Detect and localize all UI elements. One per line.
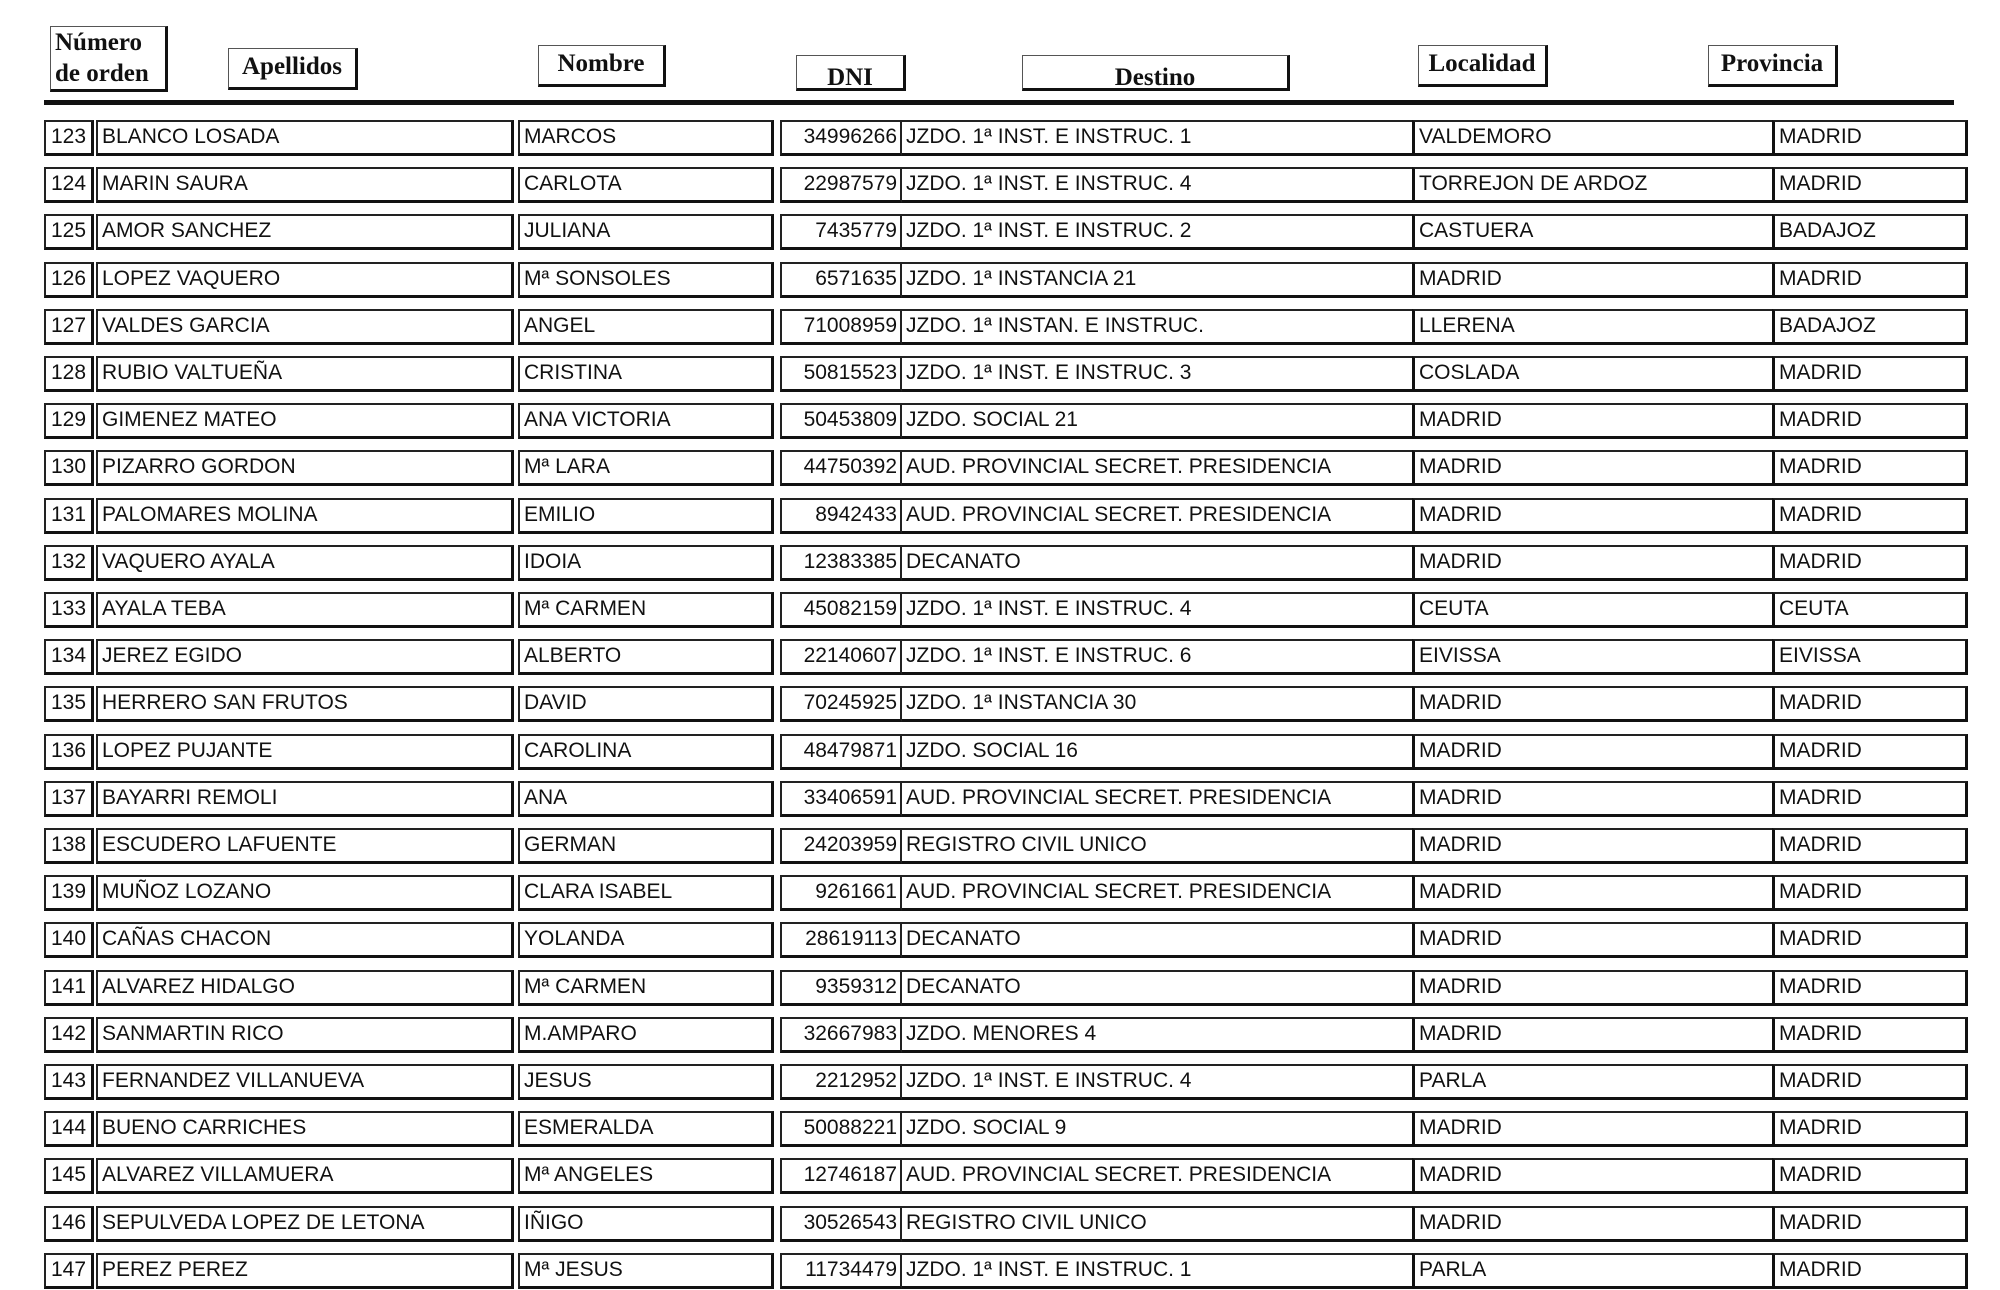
apellidos-cell: PEREZ PEREZ [96, 1253, 514, 1289]
dni-cell: 2212952 [780, 1064, 902, 1100]
localidad-cell: CASTUERA [1412, 214, 1772, 250]
localidad-cell: MADRID [1412, 545, 1772, 581]
apellidos-cell: ALVAREZ VILLAMUERA [96, 1158, 514, 1194]
dni-cell: 28619113 [780, 922, 902, 958]
dni-cell: 22140607 [780, 639, 902, 675]
destino-cell: JZDO. 1ª INST. E INSTRUC. 1 [902, 120, 1412, 156]
row-number: 126 [44, 262, 94, 298]
nombre-cell: CARLOTA [518, 167, 774, 203]
row-number: 145 [44, 1158, 94, 1194]
row-number: 139 [44, 875, 94, 911]
dni-cell: 32667983 [780, 1017, 902, 1053]
nombre-cell: YOLANDA [518, 922, 774, 958]
header-nombre: Nombre [538, 45, 666, 87]
apellidos-cell: HERRERO SAN FRUTOS [96, 686, 514, 722]
destino-cell: JZDO. 1ª INST. E INSTRUC. 6 [902, 639, 1412, 675]
row-number: 133 [44, 592, 94, 628]
destino-cell: AUD. PROVINCIAL SECRET. PRESIDENCIA [902, 1158, 1412, 1194]
nombre-cell: ESMERALDA [518, 1111, 774, 1147]
nombre-cell: Mª CARMEN [518, 970, 774, 1006]
nombre-cell: Mª ANGELES [518, 1158, 774, 1194]
row-number: 131 [44, 498, 94, 534]
dni-cell: 50815523 [780, 356, 902, 392]
destino-cell: JZDO. SOCIAL 16 [902, 734, 1412, 770]
apellidos-cell: PALOMARES MOLINA [96, 498, 514, 534]
destino-cell: JZDO. 1ª INST. E INSTRUC. 4 [902, 1064, 1412, 1100]
row-number: 138 [44, 828, 94, 864]
dni-cell: 50088221 [780, 1111, 902, 1147]
dni-cell: 8942433 [780, 498, 902, 534]
nombre-cell: Mª CARMEN [518, 592, 774, 628]
localidad-cell: MADRID [1412, 450, 1772, 486]
row-number: 142 [44, 1017, 94, 1053]
dni-cell: 12383385 [780, 545, 902, 581]
provincia-cell: MADRID [1772, 1206, 1968, 1242]
apellidos-cell: LOPEZ PUJANTE [96, 734, 514, 770]
dni-cell: 33406591 [780, 781, 902, 817]
nombre-cell: GERMAN [518, 828, 774, 864]
localidad-cell: MADRID [1412, 1158, 1772, 1194]
dni-cell: 22987579 [780, 167, 902, 203]
provincia-cell: MADRID [1772, 1017, 1968, 1053]
apellidos-cell: LOPEZ VAQUERO [96, 262, 514, 298]
apellidos-cell: MARIN SAURA [96, 167, 514, 203]
dni-cell: 45082159 [780, 592, 902, 628]
dni-cell: 9261661 [780, 875, 902, 911]
provincia-cell: BADAJOZ [1772, 309, 1968, 345]
provincia-cell: MADRID [1772, 545, 1968, 581]
localidad-cell: MADRID [1412, 828, 1772, 864]
localidad-cell: COSLADA [1412, 356, 1772, 392]
apellidos-cell: GIMENEZ MATEO [96, 403, 514, 439]
row-number: 128 [44, 356, 94, 392]
destino-cell: REGISTRO CIVIL UNICO [902, 1206, 1412, 1242]
destino-cell: DECANATO [902, 922, 1412, 958]
row-number: 143 [44, 1064, 94, 1100]
localidad-cell: MADRID [1412, 781, 1772, 817]
destino-cell: JZDO. 1ª INSTAN. E INSTRUC. [902, 309, 1412, 345]
nombre-cell: JULIANA [518, 214, 774, 250]
destino-cell: JZDO. SOCIAL 9 [902, 1111, 1412, 1147]
nombre-cell: EMILIO [518, 498, 774, 534]
apellidos-cell: ESCUDERO LAFUENTE [96, 828, 514, 864]
dni-cell: 7435779 [780, 214, 902, 250]
apellidos-cell: SANMARTIN RICO [96, 1017, 514, 1053]
apellidos-cell: BLANCO LOSADA [96, 120, 514, 156]
row-number: 147 [44, 1253, 94, 1289]
nombre-cell: Mª SONSOLES [518, 262, 774, 298]
header-dni: DNI [796, 55, 906, 91]
apellidos-cell: AYALA TEBA [96, 592, 514, 628]
header-numero-orden: Número de orden [50, 26, 168, 92]
row-number: 125 [44, 214, 94, 250]
dni-cell: 34996266 [780, 120, 902, 156]
apellidos-cell: AMOR SANCHEZ [96, 214, 514, 250]
provincia-cell: MADRID [1772, 875, 1968, 911]
row-number: 137 [44, 781, 94, 817]
row-number: 130 [44, 450, 94, 486]
provincia-cell: MADRID [1772, 734, 1968, 770]
destino-cell: JZDO. 1ª INST. E INSTRUC. 1 [902, 1253, 1412, 1289]
dni-cell: 6571635 [780, 262, 902, 298]
nombre-cell: ALBERTO [518, 639, 774, 675]
row-number: 135 [44, 686, 94, 722]
apellidos-cell: SEPULVEDA LOPEZ DE LETONA [96, 1206, 514, 1242]
dni-cell: 48479871 [780, 734, 902, 770]
localidad-cell: TORREJON DE ARDOZ [1412, 167, 1772, 203]
localidad-cell: MADRID [1412, 686, 1772, 722]
nombre-cell: JESUS [518, 1064, 774, 1100]
nombre-cell: CRISTINA [518, 356, 774, 392]
apellidos-cell: FERNANDEZ VILLANUEVA [96, 1064, 514, 1100]
apellidos-cell: JEREZ EGIDO [96, 639, 514, 675]
nombre-cell: MARCOS [518, 120, 774, 156]
localidad-cell: MADRID [1412, 970, 1772, 1006]
provincia-cell: CEUTA [1772, 592, 1968, 628]
provincia-cell: MADRID [1772, 167, 1968, 203]
apellidos-cell: MUÑOZ LOZANO [96, 875, 514, 911]
row-number: 140 [44, 922, 94, 958]
localidad-cell: PARLA [1412, 1064, 1772, 1100]
nombre-cell: DAVID [518, 686, 774, 722]
localidad-cell: MADRID [1412, 875, 1772, 911]
destino-cell: AUD. PROVINCIAL SECRET. PRESIDENCIA [902, 450, 1412, 486]
row-number: 129 [44, 403, 94, 439]
row-number: 144 [44, 1111, 94, 1147]
destino-cell: JZDO. 1ª INST. E INSTRUC. 4 [902, 592, 1412, 628]
provincia-cell: MADRID [1772, 120, 1968, 156]
header-provincia: Provincia [1708, 45, 1838, 87]
destino-cell: JZDO. MENORES 4 [902, 1017, 1412, 1053]
header-destino: Destino [1022, 55, 1290, 91]
row-number: 134 [44, 639, 94, 675]
destino-cell: JZDO. 1ª INST. E INSTRUC. 4 [902, 167, 1412, 203]
destino-cell: JZDO. 1ª INSTANCIA 30 [902, 686, 1412, 722]
localidad-cell: MADRID [1412, 1017, 1772, 1053]
nombre-cell: ANGEL [518, 309, 774, 345]
provincia-cell: EIVISSA [1772, 639, 1968, 675]
dni-cell: 44750392 [780, 450, 902, 486]
apellidos-cell: VALDES GARCIA [96, 309, 514, 345]
destino-cell: JZDO. SOCIAL 21 [902, 403, 1412, 439]
provincia-cell: MADRID [1772, 356, 1968, 392]
dni-cell: 50453809 [780, 403, 902, 439]
dni-cell: 24203959 [780, 828, 902, 864]
nombre-cell: CAROLINA [518, 734, 774, 770]
nombre-cell: CLARA ISABEL [518, 875, 774, 911]
dni-cell: 9359312 [780, 970, 902, 1006]
provincia-cell: MADRID [1772, 970, 1968, 1006]
apellidos-cell: VAQUERO AYALA [96, 545, 514, 581]
localidad-cell: MADRID [1412, 734, 1772, 770]
provincia-cell: MADRID [1772, 781, 1968, 817]
destino-cell: REGISTRO CIVIL UNICO [902, 828, 1412, 864]
nombre-cell: ANA VICTORIA [518, 403, 774, 439]
row-number: 146 [44, 1206, 94, 1242]
provincia-cell: MADRID [1772, 498, 1968, 534]
nombre-cell: Mª JESUS [518, 1253, 774, 1289]
localidad-cell: CEUTA [1412, 592, 1772, 628]
destino-cell: JZDO. 1ª INSTANCIA 21 [902, 262, 1412, 298]
apellidos-cell: BUENO CARRICHES [96, 1111, 514, 1147]
localidad-cell: MADRID [1412, 922, 1772, 958]
apellidos-cell: ALVAREZ HIDALGO [96, 970, 514, 1006]
localidad-cell: MADRID [1412, 498, 1772, 534]
destino-cell: DECANATO [902, 545, 1412, 581]
provincia-cell: MADRID [1772, 403, 1968, 439]
destino-cell: JZDO. 1ª INST. E INSTRUC. 3 [902, 356, 1412, 392]
nombre-cell: M.AMPARO [518, 1017, 774, 1053]
localidad-cell: MADRID [1412, 1111, 1772, 1147]
destino-cell: DECANATO [902, 970, 1412, 1006]
destino-cell: JZDO. 1ª INST. E INSTRUC. 2 [902, 214, 1412, 250]
apellidos-cell: RUBIO VALTUEÑA [96, 356, 514, 392]
provincia-cell: MADRID [1772, 1064, 1968, 1100]
provincia-cell: MADRID [1772, 1158, 1968, 1194]
header-apellidos: Apellidos [228, 48, 358, 90]
localidad-cell: MADRID [1412, 1206, 1772, 1242]
localidad-cell: EIVISSA [1412, 639, 1772, 675]
localidad-cell: MADRID [1412, 262, 1772, 298]
provincia-cell: MADRID [1772, 262, 1968, 298]
destino-cell: AUD. PROVINCIAL SECRET. PRESIDENCIA [902, 875, 1412, 911]
apellidos-cell: CAÑAS CHACON [96, 922, 514, 958]
row-number: 124 [44, 167, 94, 203]
header-localidad: Localidad [1418, 45, 1548, 87]
row-number: 136 [44, 734, 94, 770]
provincia-cell: MADRID [1772, 922, 1968, 958]
nombre-cell: Mª LARA [518, 450, 774, 486]
localidad-cell: MADRID [1412, 403, 1772, 439]
row-number: 141 [44, 970, 94, 1006]
dni-cell: 30526543 [780, 1206, 902, 1242]
dni-cell: 70245925 [780, 686, 902, 722]
row-number: 132 [44, 545, 94, 581]
provincia-cell: MADRID [1772, 1253, 1968, 1289]
destino-cell: AUD. PROVINCIAL SECRET. PRESIDENCIA [902, 498, 1412, 534]
provincia-cell: MADRID [1772, 828, 1968, 864]
header-divider [44, 100, 1954, 105]
provincia-cell: MADRID [1772, 450, 1968, 486]
nombre-cell: IDOIA [518, 545, 774, 581]
localidad-cell: LLERENA [1412, 309, 1772, 345]
row-number: 127 [44, 309, 94, 345]
localidad-cell: PARLA [1412, 1253, 1772, 1289]
provincia-cell: BADAJOZ [1772, 214, 1968, 250]
apellidos-cell: PIZARRO GORDON [96, 450, 514, 486]
nombre-cell: IÑIGO [518, 1206, 774, 1242]
dni-cell: 11734479 [780, 1253, 902, 1289]
provincia-cell: MADRID [1772, 686, 1968, 722]
localidad-cell: VALDEMORO [1412, 120, 1772, 156]
apellidos-cell: BAYARRI REMOLI [96, 781, 514, 817]
dni-cell: 12746187 [780, 1158, 902, 1194]
row-number: 123 [44, 120, 94, 156]
provincia-cell: MADRID [1772, 1111, 1968, 1147]
dni-cell: 71008959 [780, 309, 902, 345]
destino-cell: AUD. PROVINCIAL SECRET. PRESIDENCIA [902, 781, 1412, 817]
nombre-cell: ANA [518, 781, 774, 817]
